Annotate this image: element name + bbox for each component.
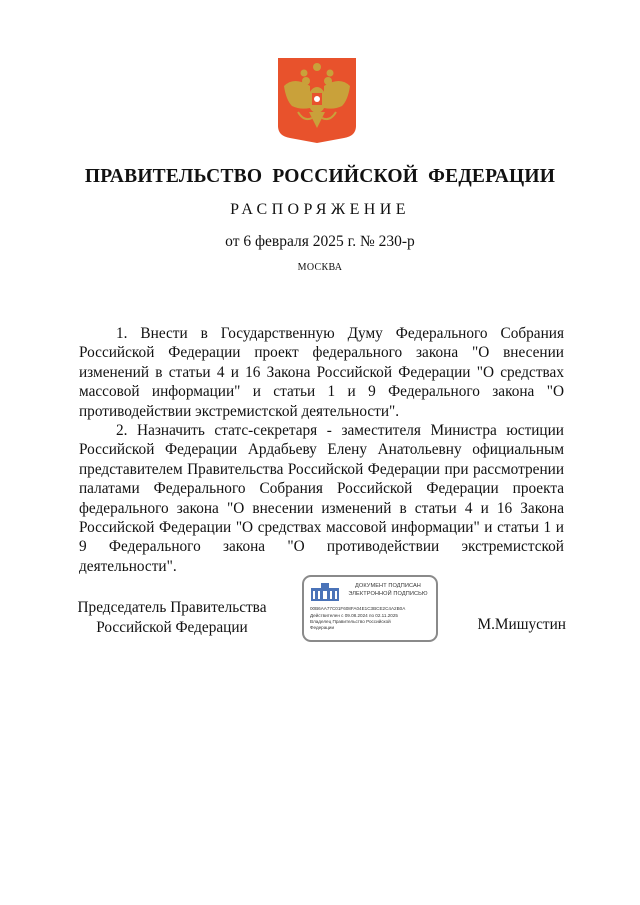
paragraph-2: 2. Назначить статс-секретаря - заместителя Министра юстиции Российской Федерации Ардабьеву Елену Анатольевну официальным представителем Правительства Российской Федерации при рассмотрении палатами Федерального Собрания Российской Федерации проекта федерального закона "О внесении изменений в статьи 4 и 16 Закона Российской Федерации "О средствах массовой информации" и статьи 1 и 9 Федерального закона "О противодействии экстремистской деятельности". [79,422,564,575]
coat-of-arms-icon [276,56,358,144]
signatory-position [76,598,268,637]
signatory-position-line1: Председатель Правительства [77,599,267,616]
stamp-owner-line1: Владелец Правительство Российской [310,619,391,624]
stamp-validity: Действителен с 09.08.2024 по 02.11.2025 [310,613,398,618]
document-body [79,324,564,576]
stamp-header-line2: ЭЛЕКТРОННОЙ ПОДПИСЬЮ [348,590,428,597]
building-icon [310,582,340,602]
document-date-number: от 6 февраля 2025 г. № 230-р [225,233,415,250]
stamp-certificate: 00B6AA77C01F608FA04E1C3BCE2C4A2B0A [310,606,406,611]
electronic-signature-stamp [302,575,438,642]
government-title: ПРАВИТЕЛЬСТВО РОССИЙСКОЙ ФЕДЕРАЦИИ [84,166,556,187]
paragraph-1: 1. Внести в Государственную Думу Федерального Собрания Российской Федерации проект федерального закона "О внесении изменений в статьи 4 и 16 Закона Российской Федерации "О средствах массовой информации" и статьи 1 и 9 Федерального закона "О противодействии экстремистской деятельности". [79,325,564,420]
document-type: РАСПОРЯЖЕНИЕ [230,201,410,218]
signatory-name: М.Мишустин [477,616,566,633]
coat-of-arms [276,56,358,144]
stamp-header [341,583,435,598]
document-city: МОСКВА [297,262,343,273]
signatory-position-line2: Российской Федерации [96,618,248,636]
stamp-owner-line2: Федерации [310,625,335,630]
stamp-header-line1: ДОКУМЕНТ ПОДПИСАН [355,583,421,589]
